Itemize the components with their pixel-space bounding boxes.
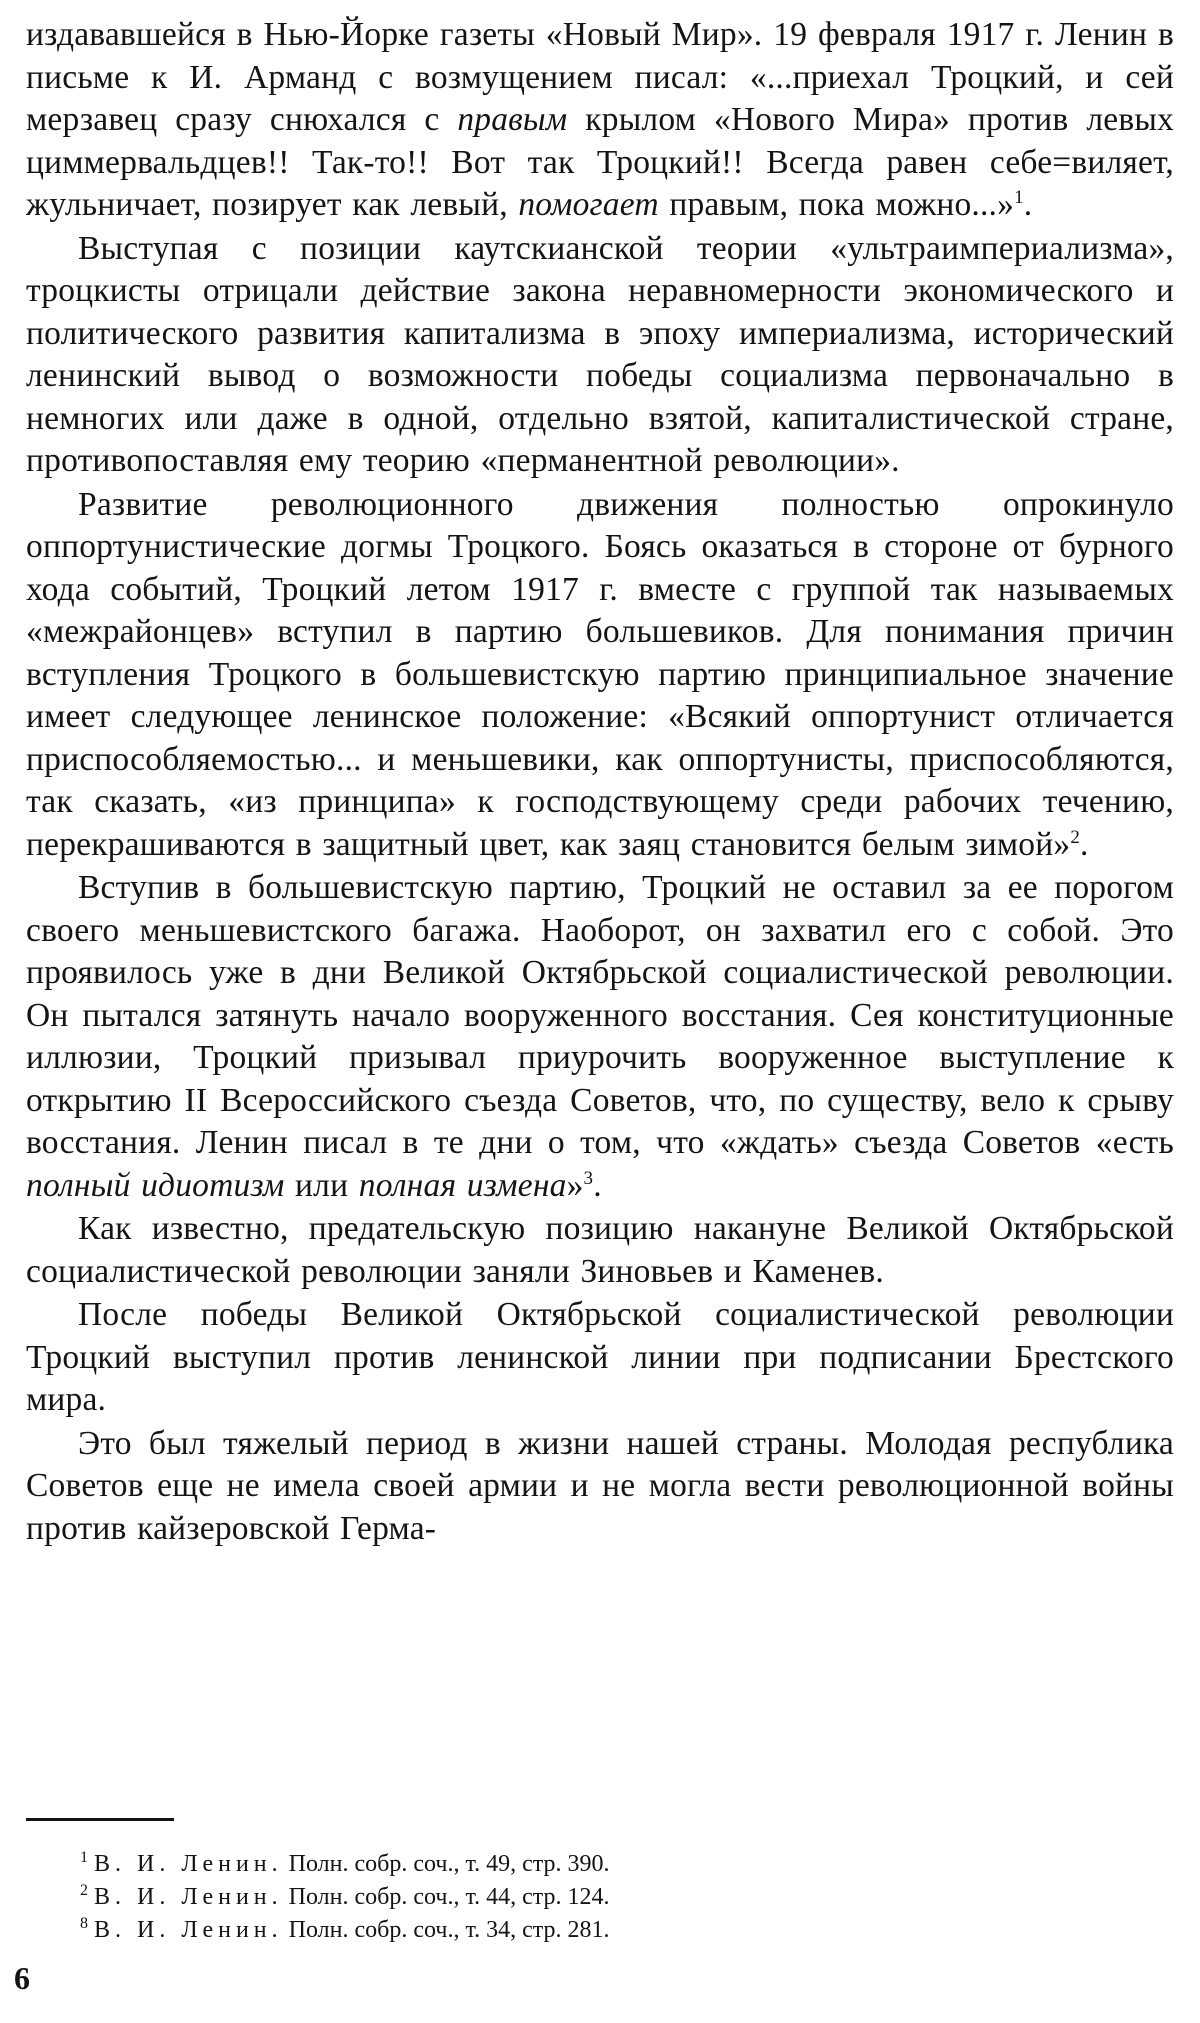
footnote-divider [26, 1818, 174, 1821]
paragraph [26, 228, 1174, 483]
footnote-author: В. И. Ленин. [94, 1884, 283, 1910]
main-text [26, 14, 1174, 1551]
emphasis-text: полная измена [358, 1166, 567, 1204]
paragraph-text: издававшейся в Нью-Йорке газеты «Новый Мир». 19 февраля 1917 г. Ленин в письме к И. Арманд с возмущением писал: «...приехал Троцкий, и сей мерзавец сразу снюхался с [26, 16, 1174, 138]
footnote-source: Полн. собр. соч., т. 34, стр. 281. [282, 1917, 610, 1943]
paragraph-text: . [593, 1166, 602, 1204]
footnote-author: В. И. Ленин. [94, 1851, 283, 1877]
paragraph-text: Развитие революционного движения полностью опрокинуло оппортунистические догмы Троцкого. Боясь оказаться в стороне от бурного хода событий, Троцкий летом 1917 г. вместе с группой так называемых «межрайонцев» вступил в партию большевиков. Для понимания причин вступления Троцкого в большевистскую партию принципиальное значение имеет следующее ленинское положение: «Всякий оппортунист отличается приспособляемостью... и меньшевики, как оппортунисты, приспособляются, так сказать, «из принципа» к господствующему среди рабочих течению, перекрашиваются в защитный цвет, как заяц становится белым зимой» [26, 485, 1174, 863]
footnote-source: Полн. собр. соч., т. 49, стр. 390. [282, 1851, 610, 1877]
paragraph [26, 14, 1174, 227]
paragraph [26, 484, 1174, 867]
paragraph-text: крылом «Нового Мира» против левых циммервальдцев!! Так-то!! Вот так Троцкий!! Всегда равен себе=виляет, жульничает, позирует как левый, [26, 101, 1174, 223]
paragraph-text: . [1023, 186, 1033, 223]
footnote-mark: 2 [80, 1882, 88, 1899]
paragraph-text: . [1080, 825, 1089, 863]
footnote-ref: 3 [583, 1167, 594, 1189]
paragraph-text: Вступив в большевистскую партию, Троцкий не оставил за ее порогом своего меньшевистского багажа. Наоборот, он захватил его с собой. Это проявилось уже в дни Великой Октябрьской социалистической революции. Он пытался затянуть начало вооруженного восстания. Сея конституционные иллюзии, Троцкий призывал приурочить вооруженное выступление к открытию II Всероссийского съезда Советов, что, по существу, вело к срыву восстания. Ленин писал в те дни о том, что «ждать» съезда Советов «есть [26, 869, 1174, 1161]
paragraph-text: » [566, 1166, 584, 1204]
footnote-ref: 2 [1070, 826, 1081, 848]
paragraph-text: Выступая с позиции каутскианской теории «ультраимпериализма», троцкисты отрицали действие закона неравномерности экономического и политического развития капитализма в эпоху империализма, исторический ленинский вывод о возможности победы социализма первоначально в немногих или даже в одной, отдельно взятой, капиталистической стране, противопоставляя ему теорию «перманентной революции». [26, 229, 1174, 479]
emphasis-text: правым [457, 101, 568, 138]
page-number: 6 [14, 1960, 30, 1996]
footnotes [80, 1848, 1080, 1947]
footnote [80, 1914, 1080, 1947]
paragraph [26, 1294, 1174, 1422]
footnote-mark: 1 [80, 1849, 88, 1866]
footnote-mark: 8 [80, 1915, 88, 1932]
paragraph [26, 1423, 1174, 1551]
paragraph [26, 1208, 1174, 1293]
paragraph-text: Это был тяжелый период в жизни нашей страны. Молодая республика Советов еще не имела своей армии и не могла вести революционной войны против кайзеровской Герма- [26, 1424, 1174, 1547]
paragraph [26, 867, 1174, 1207]
footnote [80, 1848, 1080, 1881]
paragraph-text: После победы Великой Октябрьской социалистической революции Троцкий выступил против ленинской линии при подписании Брестского мира. [26, 1296, 1174, 1418]
paragraph-text: правым, пока можно...» [658, 186, 1015, 223]
footnote-author: В. И. Ленин. [94, 1917, 283, 1943]
footnote-ref: 1 [1014, 186, 1024, 208]
emphasis-text: полный идиотизм [26, 1166, 285, 1204]
paragraph-text: или [284, 1166, 359, 1204]
footnote-source: Полн. собр. соч., т. 44, стр. 124. [282, 1884, 610, 1910]
emphasis-text: помогает [518, 186, 659, 223]
paragraph-text: Как известно, предательскую позицию накануне Великой Октябрьской социалистической революции заняли Зиновьев и Каменев. [26, 1210, 1174, 1290]
footnote [80, 1881, 1080, 1914]
